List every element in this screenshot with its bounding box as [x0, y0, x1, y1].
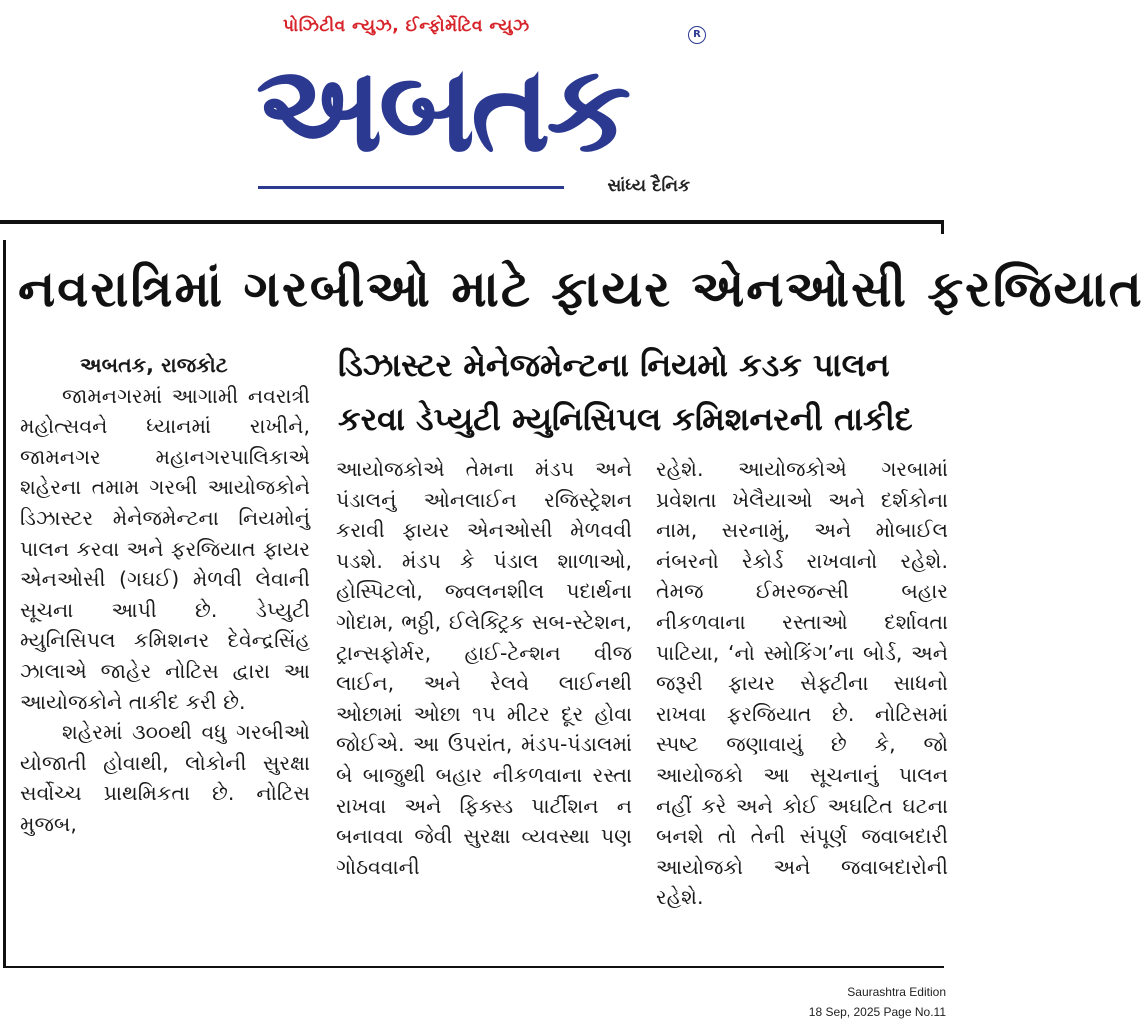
- newspaper-logo: અબતક: [256, 40, 628, 179]
- subhead-line-2: કરવા ડેપ્યુટી મ્યુનિસિપલ કમિશનરની તાકીદ: [338, 400, 913, 438]
- article-column-2: [336, 454, 632, 966]
- logo-underline: [258, 186, 564, 189]
- article-dateline: અબતક, રાજકોટ: [80, 353, 228, 377]
- article-column-3: [656, 454, 948, 966]
- article-column-1: [20, 350, 310, 966]
- article-paragraph: શહેરમાં ૩૦૦થી વધુ ગરબીઓ યોજાતી હોવાથી, લોકોની સુરક્ષા સર્વોચ્ચ પ્રાથમિકતા છે. નોટિસ મુજબ,: [20, 720, 310, 836]
- masthead-subtitle: સાંધ્ય દૈનિક: [607, 176, 690, 196]
- bottom-divider: [3, 966, 944, 968]
- article-paragraph: જામનગરમાં આગામી નવરાત્રી મહોત્સવને ધ્યાનમાં રાખીને, જામનગર મહાનગરપાલિકાએ શહેરના તમામ ગરબી આયોજકોને ડિઝાસ્ટર મેનેજમેન્ટના નિયમોનું પાલન કરવા અને ફરજિયાત ફાયર એનઓસી (ગઘઈ) મેળવી લેવાની સૂચના આપી છે. ડેપ્યુટી મ્યુનિસિપલ કમિશનર દેવેન્દ્રસિંહ ઝાલાએ જાહેર નોટિસ દ્વારા આ આયોજકોને તાકીદ કરી છે.: [20, 383, 310, 714]
- date-page-label: 18 Sep, 2025 Page No.11: [808, 1005, 946, 1019]
- top-divider-cap: [941, 220, 944, 234]
- top-divider: [0, 220, 944, 224]
- left-border: [3, 240, 6, 968]
- article-subhead: [338, 338, 948, 446]
- article-paragraph: આયોજકોએ તેમના મંડપ અને પંડાલનું ઓનલાઈન રજિસ્ટ્રેશન કરાવી ફાયર એનઓસી મેળવવી પડશે. મંડપ કે પંડાલ શાળાઓ, હોસ્પિટલો, જ્વલનશીલ પદાર્થના ગોદામ, ભઠ્ઠી, ઈલેક્ટ્રિક સબ-સ્ટેશન, ટ્રાન્સફોર્મર, હાઈ-ટેન્શન વીજ લાઈન, અને રેલવે લાઈનથી ઓછામાં ઓછા ૧૫ મીટર દૂર હોવા જોઈએ. આ ઉપરાંત, મંડપ-પંડાલમાં બે બાજુથી બહાર નીકળવાના રસ્તા રાખવા અને ફિક્સ્ડ પાર્ટીશન ન બનાવવા જેવી સુરક્ષા વ્યવસ્થા પણ ગોઠવવાની: [336, 457, 632, 879]
- masthead: [0, 0, 958, 222]
- page-footer: [809, 982, 946, 1022]
- article-paragraph: રહેશે. આયોજકોએ ગરબામાં પ્રવેશતા ખેલૈયાઓ અને દર્શકોના નામ, સરનામું, અને મોબાઈલ નંબરનો રેકોર્ડ રાખવાનો રહેશે. તેમજ ઈમરજન્સી બહાર નીકળવાના રસ્તાઓ દર્શાવતા પાટિયા, ‘નો સ્મોકિંગ’ના બોર્ડ, અને જરૂરી ફાયર સેફ્ટીના સાધનો રાખવા ફરજિયાત છે. નોટિસમાં સ્પષ્ટ જણાવાયું છે કે, જો આયોજકો આ સૂચનાનું પાલન નહીં કરે અને કોઈ અઘટિત ઘટના બનશે તો તેની સંપૂર્ણ જવાબદારી આયોજકો અને જવાબદારોની રહેશે.: [656, 457, 948, 910]
- edition-label: Saurashtra Edition: [847, 985, 946, 999]
- subhead-line-1: ડિઝાસ્ટર મેનેજમેન્ટના નિયમો કડક પાલન: [338, 346, 890, 384]
- article-headline: નવરાત્રિમાં ગરબીઓ માટે ફાયર એનઓસી ફરજિયાત: [18, 260, 1144, 318]
- registered-mark-icon: R: [688, 26, 706, 44]
- masthead-tagline: પોઝિટીવ ન્યુઝ, ઈન્ફોર્મેટિવ ન્યુઝ: [283, 16, 530, 36]
